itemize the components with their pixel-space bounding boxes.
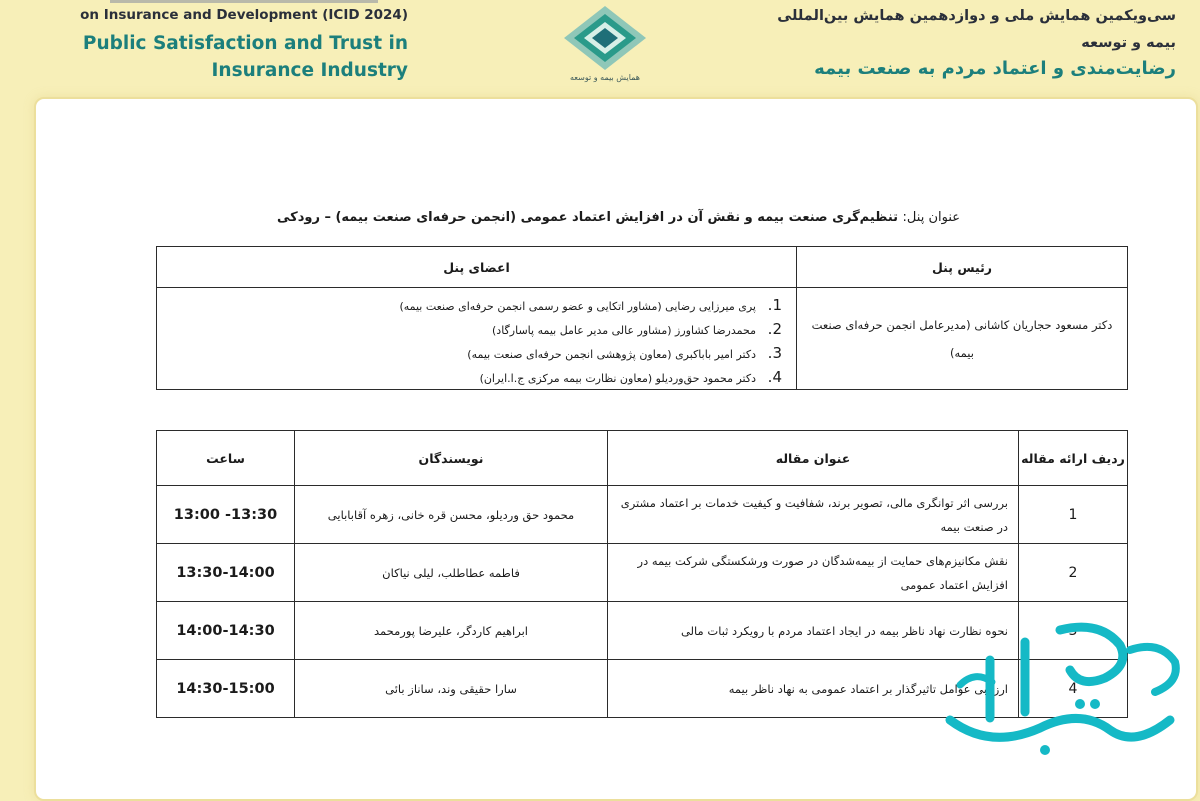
col-index-header: ردیف ارائه مقاله xyxy=(1019,431,1128,486)
table-row xyxy=(157,602,1128,660)
col-authors-header: نویسندگان xyxy=(295,431,608,486)
theme-en-line2: Insurance Industry xyxy=(211,60,408,81)
logo-caption: همایش بیمه و توسعه xyxy=(570,73,640,82)
theme-en-line1: Public Satisfaction and Trust in xyxy=(82,33,408,54)
row-title: بررسی اثر توانگری مالی، تصویر برند، شفافیت و کیفیت خدمات بر اعتماد مشتری در صنعت بیمه xyxy=(608,486,1019,544)
row-index: 4 xyxy=(1019,660,1128,718)
row-index: 3 xyxy=(1019,602,1128,660)
panel-member: 3.دکتر امیر باباکبری (معاون پژوهشی انجمن حرفه‌ای صنعت بیمه) xyxy=(467,343,782,362)
header-en xyxy=(0,0,420,90)
panel-title-text: تنظیم‌گری صنعت بیمه و نقش آن در افزایش اعتماد عمومی (انجمن حرفه‌ای صنعت بیمه) – رودکی xyxy=(276,210,899,225)
row-index: 1 xyxy=(1019,486,1128,544)
conference-fa-line1: سی‌ویکمین همایش ملی و دوازدهمین همایش بین‌المللی xyxy=(777,8,1176,24)
panel-member: 1.پری میرزایی رضایی (مشاور اتکایی و عضو رسمی انجمن حرفه‌ای صنعت بیمه) xyxy=(399,295,782,314)
panel-members xyxy=(157,288,797,390)
panel-member: 4.دکتر محمود حق‌وردیلو (معاون نظارت بیمه مرکزی ج.ا.ایران) xyxy=(479,367,782,386)
row-time: 13:00 -13:30 xyxy=(157,486,295,544)
row-authors: محمود حق وردیلو، محسن قره خانی، زهره آقابابایی xyxy=(295,486,608,544)
row-time: 13:30-14:00 xyxy=(157,544,295,602)
row-title: نقش مکانیزم‌های حمایت از بیمه‌شدگان در صورت ورشکستگی شرکت بیمه در افزایش اعتماد عمومی xyxy=(608,544,1019,602)
row-time: 14:30-15:00 xyxy=(157,660,295,718)
row-authors: سارا حقیقی وند، ساناز بائی xyxy=(295,660,608,718)
panel-title xyxy=(200,210,960,225)
panel-title-label: عنوان پنل: xyxy=(902,210,960,225)
header-fa xyxy=(716,2,1176,92)
conference-fa-line2: بیمه و توسعه xyxy=(1081,35,1176,51)
conference-en-subtitle: on Insurance and Development (ICID 2024) xyxy=(80,7,408,23)
row-authors: فاطمه عطاطلب، لیلی نیاکان xyxy=(295,544,608,602)
panel-table xyxy=(156,246,1128,390)
panel-chair-header: رئیس پنل xyxy=(797,247,1128,288)
row-title: نحوه نظارت نهاد ناظر بیمه در ایجاد اعتماد مردم با رویکرد ثبات مالی xyxy=(608,602,1019,660)
panel-members-header: اعضای پنل xyxy=(157,247,797,288)
conference-logo xyxy=(555,4,665,90)
table-row xyxy=(157,544,1128,602)
row-authors: ابراهیم کاردگر، علیرضا پورمحمد xyxy=(295,602,608,660)
program-table xyxy=(156,430,1128,718)
row-time: 14:00-14:30 xyxy=(157,602,295,660)
theme-fa: رضایت‌مندی و اعتماد مردم به صنعت بیمه xyxy=(814,58,1176,79)
col-time-header: ساعت xyxy=(157,431,295,486)
table-row xyxy=(157,660,1128,718)
row-index: 2 xyxy=(1019,544,1128,602)
table-row xyxy=(157,486,1128,544)
logo-emblem-icon xyxy=(560,4,650,72)
row-title: ارزیابی عوامل تاثیرگذار بر اعتماد عمومی به نهاد ناظر بیمه xyxy=(608,660,1019,718)
col-title-header: عنوان مقاله xyxy=(608,431,1019,486)
panel-chair: دکتر مسعود حجاریان کاشانی (مدیرعامل انجمن حرفه‌ای صنعت بیمه) xyxy=(797,288,1128,390)
panel-member: 2.محمدرضا کشاورز (مشاور عالی مدیر عامل بیمه پاسارگاد) xyxy=(492,319,782,338)
